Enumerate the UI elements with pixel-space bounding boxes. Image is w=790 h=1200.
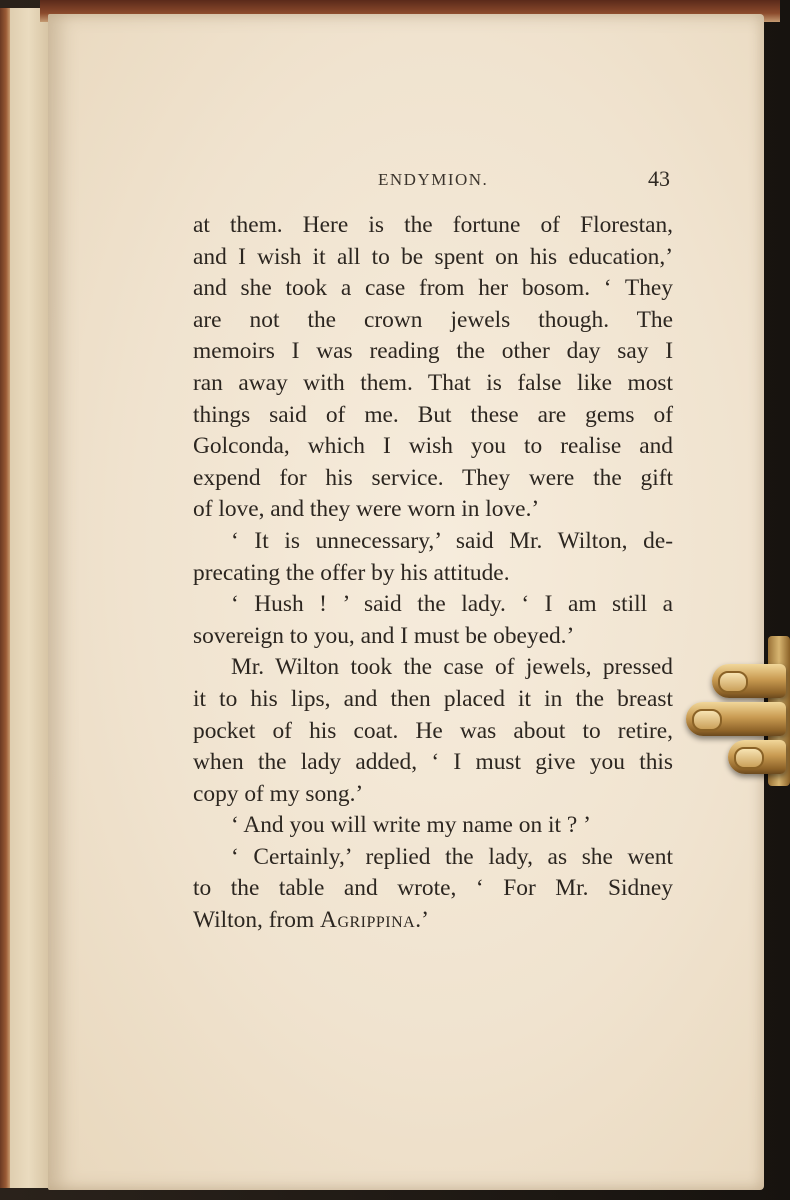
text-line: and I wish it all to be spent on his education,’ [193, 243, 673, 270]
text-line: Golconda, which I wish you to realise and [193, 433, 673, 460]
text-line: it to his lips, and then placed it in the breast [193, 685, 673, 712]
left-page-edge [0, 8, 53, 1188]
clip-finger-tip [734, 747, 764, 769]
text-line: ‘ Hush ! ’ said the lady. ‘ I am still a [231, 591, 673, 618]
text-line: ‘ And you will write my name on it ? ’ [231, 812, 591, 839]
small-caps-name: Agrippina [320, 907, 416, 934]
text-line [193, 905, 673, 937]
text-line: and she took a case from her bosom. ‘ They [193, 275, 673, 302]
clip-finger [686, 702, 786, 736]
clip-finger-tip [718, 671, 748, 693]
text-line: precating the offer by his attitude. [193, 559, 510, 586]
text-line: copy of my song.’ [193, 780, 364, 807]
text-line: ran away with them. That is false like most [193, 369, 673, 396]
book-page [48, 14, 764, 1190]
text-line: to the table and wrote, ‘ For Mr. Sidney [193, 875, 673, 902]
clip-finger [728, 740, 786, 774]
text-line: things said of me. But these are gems of [193, 401, 673, 428]
text-line: ‘ Certainly,’ replied the lady, as she went [231, 843, 673, 870]
text-line: Mr. Wilton took the case of jewels, pressed [231, 654, 673, 681]
text-line: of love, and they were worn in love.’ [193, 496, 540, 523]
text-fragment: .’ [415, 907, 429, 934]
text-line: memoirs I was reading the other day say I [193, 338, 673, 365]
cover-edge [0, 8, 10, 1188]
clip-finger [712, 664, 786, 698]
text-line: expend for his service. They were the gift [193, 464, 673, 491]
clip-finger-tip [692, 709, 722, 731]
text-fragment: Wilton, from [193, 907, 321, 934]
running-head: ENDYMION. [378, 170, 489, 189]
text-line: ‘ It is unnecessary,’ said Mr. Wilton, de- [231, 527, 673, 554]
brass-page-clip [684, 636, 790, 786]
text-line: pocket of his coat. He was about to retire, [193, 717, 673, 744]
text-line: sovereign to you, and I must be obeyed.’ [193, 622, 575, 649]
text-line: when the lady added, ‘ I must give you this [193, 749, 673, 776]
text-line: are not the crown jewels though. The [193, 306, 673, 333]
page-number: 43 [648, 166, 670, 191]
text-line: at them. Here is the fortune of Florestan, [193, 212, 673, 238]
body-text [193, 210, 673, 937]
